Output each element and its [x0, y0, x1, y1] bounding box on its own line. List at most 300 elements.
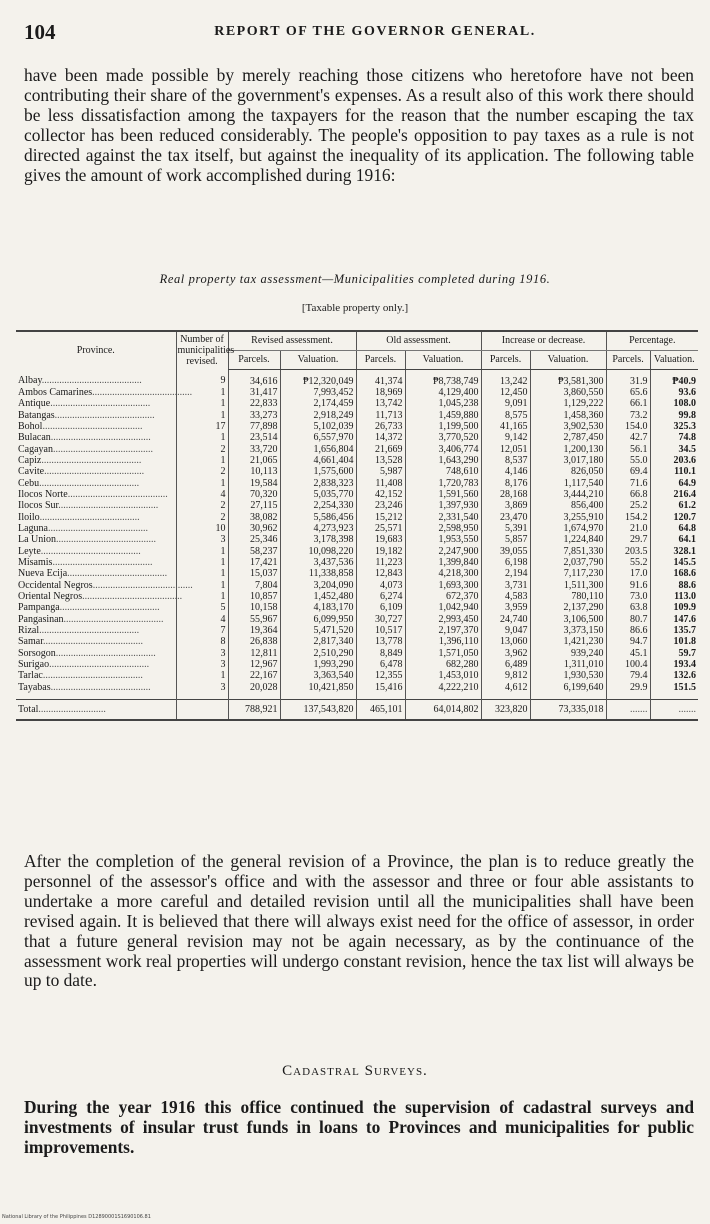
rev-value-cell: 2,254,330 — [280, 500, 356, 511]
rev-parcels-cell: 10,158 — [228, 602, 280, 613]
munis-cell: 1 — [176, 455, 228, 466]
inc-value-cell: 3,902,530 — [530, 421, 606, 432]
inc-value-cell: 2,137,290 — [530, 602, 606, 613]
inc-value-cell: 7,851,330 — [530, 546, 606, 557]
table-row — [16, 580, 698, 591]
pct-parcels-cell: 29.9 — [606, 682, 650, 700]
rev-value-cell: 4,273,923 — [280, 523, 356, 534]
inc-value-cell: 1,421,230 — [530, 636, 606, 647]
old-parcels-cell: 13,778 — [356, 636, 405, 647]
old-parcels-cell: 19,683 — [356, 534, 405, 545]
old-parcels-cell: 11,408 — [356, 478, 405, 489]
old-parcels-cell: 13,528 — [356, 455, 405, 466]
col-province: Province. — [16, 331, 176, 369]
munis-cell: 1 — [176, 432, 228, 443]
pct-parcels-cell: 56.1 — [606, 444, 650, 455]
rev-parcels-cell: 10,857 — [228, 591, 280, 602]
table-row — [16, 625, 698, 636]
rev-value-cell: 4,661,404 — [280, 455, 356, 466]
old-parcels-cell: 12,355 — [356, 670, 405, 681]
province-cell: Surigao........................................ — [18, 659, 150, 671]
rev-value-cell: 6,557,970 — [280, 432, 356, 443]
munis-cell: 1 — [176, 478, 228, 489]
pct-value-cell: 147.6 — [650, 614, 698, 625]
pct-parcels-cell: 80.7 — [606, 614, 650, 625]
old-parcels-cell: 12,843 — [356, 568, 405, 579]
total-pct-parcels: ....... — [606, 700, 650, 721]
inc-value-cell: 1,117,540 — [530, 478, 606, 489]
pct-parcels-cell: 73.2 — [606, 410, 650, 421]
old-value-cell: 2,247,900 — [405, 546, 481, 557]
munis-cell: 3 — [176, 648, 228, 659]
table-row — [16, 557, 698, 568]
rev-value-cell: ₱12,320,049 — [280, 369, 356, 387]
pct-parcels-cell: 71.6 — [606, 478, 650, 489]
rev-parcels-cell: 34,616 — [228, 369, 280, 387]
old-parcels-cell: 18,969 — [356, 387, 405, 398]
col-parcels: Parcels. — [228, 350, 280, 369]
province-cell: Oriental Negros........................................ — [18, 591, 183, 603]
col-percentage: Percentage. — [606, 331, 698, 350]
rev-value-cell: 10,421,850 — [280, 682, 356, 700]
pct-parcels-cell: 63.8 — [606, 602, 650, 613]
inc-parcels-cell: 9,142 — [481, 432, 530, 443]
rev-value-cell: 10,098,220 — [280, 546, 356, 557]
inc-parcels-cell: 12,051 — [481, 444, 530, 455]
old-parcels-cell: 15,212 — [356, 512, 405, 523]
table-row — [16, 421, 698, 432]
rev-parcels-cell: 25,346 — [228, 534, 280, 545]
inc-value-cell: 1,930,530 — [530, 670, 606, 681]
col-revised-assessment: Revised assessment. — [228, 331, 356, 350]
province-cell: Bohol........................................ — [18, 420, 143, 432]
old-parcels-cell: 13,742 — [356, 398, 405, 409]
pct-value-cell: 64.1 — [650, 534, 698, 545]
old-value-cell: 1,953,550 — [405, 534, 481, 545]
rev-value-cell: 2,918,249 — [280, 410, 356, 421]
inc-parcels-cell: 23,470 — [481, 512, 530, 523]
old-parcels-cell: 8,849 — [356, 648, 405, 659]
province-cell: Rizal........................................ — [18, 625, 140, 637]
table-row — [16, 369, 698, 387]
rev-parcels-cell: 12,967 — [228, 659, 280, 670]
old-parcels-cell: 4,073 — [356, 580, 405, 591]
old-value-cell: ₱8,738,749 — [405, 369, 481, 387]
province-cell: Ambos Camarines........................................ — [18, 386, 193, 398]
rev-value-cell: 1,656,804 — [280, 444, 356, 455]
old-value-cell: 3,406,774 — [405, 444, 481, 455]
province-cell: La Union........................................ — [18, 534, 157, 546]
munis-cell: 1 — [176, 546, 228, 557]
pct-parcels-cell: 66.8 — [606, 489, 650, 500]
inc-parcels-cell: 3,962 — [481, 648, 530, 659]
old-parcels-cell: 11,713 — [356, 410, 405, 421]
rev-parcels-cell: 77,898 — [228, 421, 280, 432]
pct-value-cell: 101.8 — [650, 636, 698, 647]
rev-parcels-cell: 22,167 — [228, 670, 280, 681]
rev-value-cell: 2,838,323 — [280, 478, 356, 489]
pct-value-cell: 74.8 — [650, 432, 698, 443]
province-cell: Bulacan........................................ — [18, 432, 151, 444]
pct-parcels-cell: 94.7 — [606, 636, 650, 647]
rev-parcels-cell: 26,838 — [228, 636, 280, 647]
old-parcels-cell: 10,517 — [356, 625, 405, 636]
pct-value-cell: 145.5 — [650, 557, 698, 568]
pct-value-cell: 151.5 — [650, 682, 698, 700]
old-value-cell: 1,693,300 — [405, 580, 481, 591]
table-row — [16, 432, 698, 443]
old-value-cell: 1,591,560 — [405, 489, 481, 500]
rev-value-cell: 5,586,456 — [280, 512, 356, 523]
total-municipalities — [176, 700, 228, 721]
table-row — [16, 466, 698, 477]
old-value-cell: 4,129,400 — [405, 387, 481, 398]
old-value-cell: 1,643,290 — [405, 455, 481, 466]
old-value-cell: 2,993,450 — [405, 614, 481, 625]
pct-parcels-cell: 29.7 — [606, 534, 650, 545]
province-cell: Cebu........................................ — [18, 477, 140, 489]
pct-parcels-cell: 73.0 — [606, 591, 650, 602]
rev-parcels-cell: 23,514 — [228, 432, 280, 443]
pct-parcels-cell: 203.5 — [606, 546, 650, 557]
old-parcels-cell: 5,987 — [356, 466, 405, 477]
table-row — [16, 398, 698, 409]
total-row — [16, 700, 698, 721]
inc-value-cell: 3,017,180 — [530, 455, 606, 466]
table-row — [16, 478, 698, 489]
old-value-cell: 1,459,880 — [405, 410, 481, 421]
rev-parcels-cell: 27,115 — [228, 500, 280, 511]
province-cell: Cagayan........................................ — [18, 443, 153, 455]
inc-value-cell: 1,129,222 — [530, 398, 606, 409]
old-value-cell: 2,331,540 — [405, 512, 481, 523]
col-valuation: Valuation. — [280, 350, 356, 369]
old-value-cell: 1,453,010 — [405, 670, 481, 681]
rev-value-cell: 2,510,290 — [280, 648, 356, 659]
old-value-cell: 1,396,110 — [405, 636, 481, 647]
inc-value-cell: 1,200,130 — [530, 444, 606, 455]
munis-cell: 1 — [176, 580, 228, 591]
old-value-cell: 1,399,840 — [405, 557, 481, 568]
old-parcels-cell: 6,478 — [356, 659, 405, 670]
old-value-cell: 1,199,500 — [405, 421, 481, 432]
inc-parcels-cell: 3,959 — [481, 602, 530, 613]
province-cell: Pangasinan........................................ — [18, 613, 164, 625]
inc-parcels-cell: 5,857 — [481, 534, 530, 545]
col-valuation: Valuation. — [650, 350, 698, 369]
pct-parcels-cell: 55.2 — [606, 557, 650, 568]
munis-cell: 8 — [176, 636, 228, 647]
inc-value-cell: 3,444,210 — [530, 489, 606, 500]
inc-parcels-cell: 39,055 — [481, 546, 530, 557]
old-parcels-cell: 15,416 — [356, 682, 405, 700]
inc-parcels-cell: 4,146 — [481, 466, 530, 477]
pct-parcels-cell: 91.6 — [606, 580, 650, 591]
table-body — [16, 369, 698, 700]
inc-parcels-cell: 4,612 — [481, 682, 530, 700]
old-value-cell: 1,397,930 — [405, 500, 481, 511]
rev-parcels-cell: 20,028 — [228, 682, 280, 700]
pct-value-cell: 64.9 — [650, 478, 698, 489]
col-valuation: Valuation. — [530, 350, 606, 369]
province-cell: Ilocos Sur........................................ — [18, 500, 159, 512]
munis-cell: 17 — [176, 421, 228, 432]
inc-parcels-cell: 3,731 — [481, 580, 530, 591]
old-value-cell: 672,370 — [405, 591, 481, 602]
province-cell: Tayabas........................................ — [18, 681, 151, 693]
rev-value-cell: 3,363,540 — [280, 670, 356, 681]
table-row — [16, 444, 698, 455]
munis-cell: 7 — [176, 625, 228, 636]
table-row — [16, 614, 698, 625]
rev-value-cell: 1,575,600 — [280, 466, 356, 477]
section-paragraph: During the year 1916 this office continued the supervision of cadastral surveys and investments of insular trust funds in loans to Provinces and municipalities for public improvements. — [24, 1097, 694, 1157]
old-parcels-cell: 11,223 — [356, 557, 405, 568]
rev-value-cell: 1,993,290 — [280, 659, 356, 670]
pct-value-cell: 108.0 — [650, 398, 698, 409]
pct-parcels-cell: 69.4 — [606, 466, 650, 477]
rev-value-cell: 5,102,039 — [280, 421, 356, 432]
pct-parcels-cell: 45.1 — [606, 648, 650, 659]
rev-value-cell: 5,035,770 — [280, 489, 356, 500]
munis-cell: 1 — [176, 670, 228, 681]
inc-parcels-cell: 12,450 — [481, 387, 530, 398]
province-cell: Cavite........................................ — [18, 466, 145, 478]
old-parcels-cell: 23,246 — [356, 500, 405, 511]
pct-parcels-cell: 154.2 — [606, 512, 650, 523]
col-parcels: Parcels. — [356, 350, 405, 369]
inc-value-cell: 1,511,300 — [530, 580, 606, 591]
inc-parcels-cell: 2,194 — [481, 568, 530, 579]
province-cell: Batangas........................................ — [18, 409, 155, 421]
old-parcels-cell: 6,274 — [356, 591, 405, 602]
pct-parcels-cell: 31.9 — [606, 369, 650, 387]
inc-parcels-cell: 5,391 — [481, 523, 530, 534]
table-row — [16, 512, 698, 523]
table-row — [16, 670, 698, 681]
rev-value-cell: 7,993,452 — [280, 387, 356, 398]
old-value-cell: 4,222,210 — [405, 682, 481, 700]
old-parcels-cell: 6,109 — [356, 602, 405, 613]
pct-parcels-cell: 25.2 — [606, 500, 650, 511]
rev-value-cell: 11,338,858 — [280, 568, 356, 579]
col-municipalities: Number of municipalities revised. — [176, 331, 228, 369]
pct-value-cell: 64.8 — [650, 523, 698, 534]
rev-value-cell: 2,817,340 — [280, 636, 356, 647]
total-label: Total........................... — [16, 700, 176, 721]
inc-parcels-cell: 41,165 — [481, 421, 530, 432]
inc-parcels-cell: 6,489 — [481, 659, 530, 670]
table-row — [16, 602, 698, 613]
pct-value-cell: 328.1 — [650, 546, 698, 557]
pct-value-cell: ₱40.9 — [650, 369, 698, 387]
inc-parcels-cell: 13,242 — [481, 369, 530, 387]
old-value-cell: 682,280 — [405, 659, 481, 670]
pct-value-cell: 135.7 — [650, 625, 698, 636]
munis-cell: 2 — [176, 444, 228, 455]
inc-value-cell: 780,110 — [530, 591, 606, 602]
rev-value-cell: 3,204,090 — [280, 580, 356, 591]
pct-value-cell: 113.0 — [650, 591, 698, 602]
total-inc-parcels: 323,820 — [481, 700, 530, 721]
old-parcels-cell: 21,669 — [356, 444, 405, 455]
section-title: Cadastral Surveys. — [282, 1063, 428, 1079]
assessment-table — [16, 330, 698, 721]
pct-value-cell: 109.9 — [650, 602, 698, 613]
province-cell: Pampanga........................................ — [18, 602, 160, 614]
inc-parcels-cell: 4,583 — [481, 591, 530, 602]
old-value-cell: 3,770,520 — [405, 432, 481, 443]
pct-parcels-cell: 66.1 — [606, 398, 650, 409]
munis-cell: 1 — [176, 387, 228, 398]
pct-parcels-cell: 65.6 — [606, 387, 650, 398]
total-pct-value: ....... — [650, 700, 698, 721]
province-cell: Sorsogon........................................ — [18, 647, 156, 659]
munis-cell: 2 — [176, 512, 228, 523]
total-old-value: 64,014,802 — [405, 700, 481, 721]
inc-parcels-cell: 24,740 — [481, 614, 530, 625]
rev-parcels-cell: 30,962 — [228, 523, 280, 534]
inc-parcels-cell: 8,537 — [481, 455, 530, 466]
old-value-cell: 2,598,950 — [405, 523, 481, 534]
rev-parcels-cell: 22,833 — [228, 398, 280, 409]
province-cell: Ilocos Norte........................................ — [18, 488, 168, 500]
province-cell: Misamis........................................ — [18, 557, 153, 568]
table-row — [16, 500, 698, 511]
province-cell: Iloilo........................................ — [18, 511, 140, 523]
col-old-assessment: Old assessment. — [356, 331, 481, 350]
total-rev-value: 137,543,820 — [280, 700, 356, 721]
table-caption: Real property tax assessment—Municipalities completed during 1916. — [159, 272, 551, 286]
inc-parcels-cell: 9,091 — [481, 398, 530, 409]
table-row — [16, 489, 698, 500]
table-row — [16, 568, 698, 579]
inc-value-cell: 3,373,150 — [530, 625, 606, 636]
rev-parcels-cell: 10,113 — [228, 466, 280, 477]
rev-value-cell: 1,452,480 — [280, 591, 356, 602]
old-value-cell: 748,610 — [405, 466, 481, 477]
munis-cell: 2 — [176, 500, 228, 511]
munis-cell: 2 — [176, 466, 228, 477]
munis-cell: 1 — [176, 591, 228, 602]
pct-parcels-cell: 21.0 — [606, 523, 650, 534]
col-valuation: Valuation. — [405, 350, 481, 369]
inc-value-cell: 3,860,550 — [530, 387, 606, 398]
munis-cell: 3 — [176, 659, 228, 670]
old-value-cell: 2,197,370 — [405, 625, 481, 636]
inc-parcels-cell: 3,869 — [481, 500, 530, 511]
pct-value-cell: 120.7 — [650, 512, 698, 523]
old-parcels-cell: 19,182 — [356, 546, 405, 557]
pct-parcels-cell: 100.4 — [606, 659, 650, 670]
rev-value-cell: 3,178,398 — [280, 534, 356, 545]
pct-value-cell: 59.7 — [650, 648, 698, 659]
rev-parcels-cell: 55,967 — [228, 614, 280, 625]
table-row — [16, 648, 698, 659]
pct-value-cell: 110.1 — [650, 466, 698, 477]
rev-parcels-cell: 31,417 — [228, 387, 280, 398]
rev-parcels-cell: 7,804 — [228, 580, 280, 591]
table-row — [16, 387, 698, 398]
inc-parcels-cell: 9,047 — [481, 625, 530, 636]
pct-parcels-cell: 154.0 — [606, 421, 650, 432]
rev-parcels-cell: 21,065 — [228, 455, 280, 466]
munis-cell: 3 — [176, 682, 228, 700]
total-inc-value: 73,335,018 — [530, 700, 606, 721]
pct-parcels-cell: 86.6 — [606, 625, 650, 636]
inc-value-cell: 1,674,970 — [530, 523, 606, 534]
col-increase-decrease: Increase or decrease. — [481, 331, 606, 350]
rev-parcels-cell: 33,720 — [228, 444, 280, 455]
munis-cell: 5 — [176, 602, 228, 613]
pct-value-cell: 193.4 — [650, 659, 698, 670]
pct-value-cell: 132.6 — [650, 670, 698, 681]
pct-value-cell: 216.4 — [650, 489, 698, 500]
after-paragraph: After the completion of the general revision of a Province, the plan is to reduce greatly the personnel of the assessor's office and with the assessor and three or four able assistants to undertake a more careful and detailed revision until all the municipalities shall have been revised again. It is believed that there will always exist need for the office of assessor, in order that a future general revision may not be again necessary, as by the continuance of the assessment work real properties will undergo constant revision, hence the tax list will always be up to date. — [24, 851, 694, 991]
pct-value-cell: 99.8 — [650, 410, 698, 421]
rev-parcels-cell: 12,811 — [228, 648, 280, 659]
inc-value-cell: 2,037,790 — [530, 557, 606, 568]
total-rev-parcels: 788,921 — [228, 700, 280, 721]
inc-value-cell: 7,117,230 — [530, 568, 606, 579]
pct-value-cell: 88.6 — [650, 580, 698, 591]
munis-cell: 1 — [176, 568, 228, 579]
table-row — [16, 682, 698, 700]
total-old-parcels: 465,101 — [356, 700, 405, 721]
munis-cell: 1 — [176, 398, 228, 409]
pct-parcels-cell: 17.0 — [606, 568, 650, 579]
rev-parcels-cell: 19,584 — [228, 478, 280, 489]
munis-cell: 3 — [176, 534, 228, 545]
table-row — [16, 455, 698, 466]
inc-parcels-cell: 28,168 — [481, 489, 530, 500]
pct-parcels-cell: 42.7 — [606, 432, 650, 443]
rev-parcels-cell: 58,237 — [228, 546, 280, 557]
inc-parcels-cell: 6,198 — [481, 557, 530, 568]
province-cell: Leyte........................................ — [18, 545, 141, 557]
rev-value-cell: 6,099,950 — [280, 614, 356, 625]
munis-cell: 10 — [176, 523, 228, 534]
inc-value-cell: 3,255,910 — [530, 512, 606, 523]
inc-value-cell: 1,224,840 — [530, 534, 606, 545]
inc-value-cell: 2,787,450 — [530, 432, 606, 443]
pct-value-cell: 93.6 — [650, 387, 698, 398]
inc-value-cell: 1,311,010 — [530, 659, 606, 670]
col-parcels: Parcels. — [606, 350, 650, 369]
province-cell: Samar........................................ — [18, 636, 143, 648]
old-value-cell: 4,218,300 — [405, 568, 481, 579]
inc-value-cell: 856,400 — [530, 500, 606, 511]
table-row — [16, 591, 698, 602]
province-cell: Nueva Ecija........................................ — [18, 568, 168, 580]
rev-value-cell: 3,437,536 — [280, 557, 356, 568]
inc-value-cell: 1,458,360 — [530, 410, 606, 421]
inc-value-cell: ₱3,581,300 — [530, 369, 606, 387]
table-row — [16, 546, 698, 557]
old-parcels-cell: 14,372 — [356, 432, 405, 443]
province-cell: Occidental Negros........................................ — [18, 579, 193, 591]
rev-value-cell: 5,471,520 — [280, 625, 356, 636]
old-value-cell: 1,042,940 — [405, 602, 481, 613]
rev-value-cell: 4,183,170 — [280, 602, 356, 613]
province-cell: Laguna........................................ — [18, 522, 148, 534]
col-parcels: Parcels. — [481, 350, 530, 369]
inc-value-cell: 3,106,500 — [530, 614, 606, 625]
pct-value-cell: 61.2 — [650, 500, 698, 511]
rev-parcels-cell: 15,037 — [228, 568, 280, 579]
province-cell: Albay........................................ — [18, 375, 142, 387]
table-subcaption: [Taxable property only.] — [301, 302, 409, 314]
